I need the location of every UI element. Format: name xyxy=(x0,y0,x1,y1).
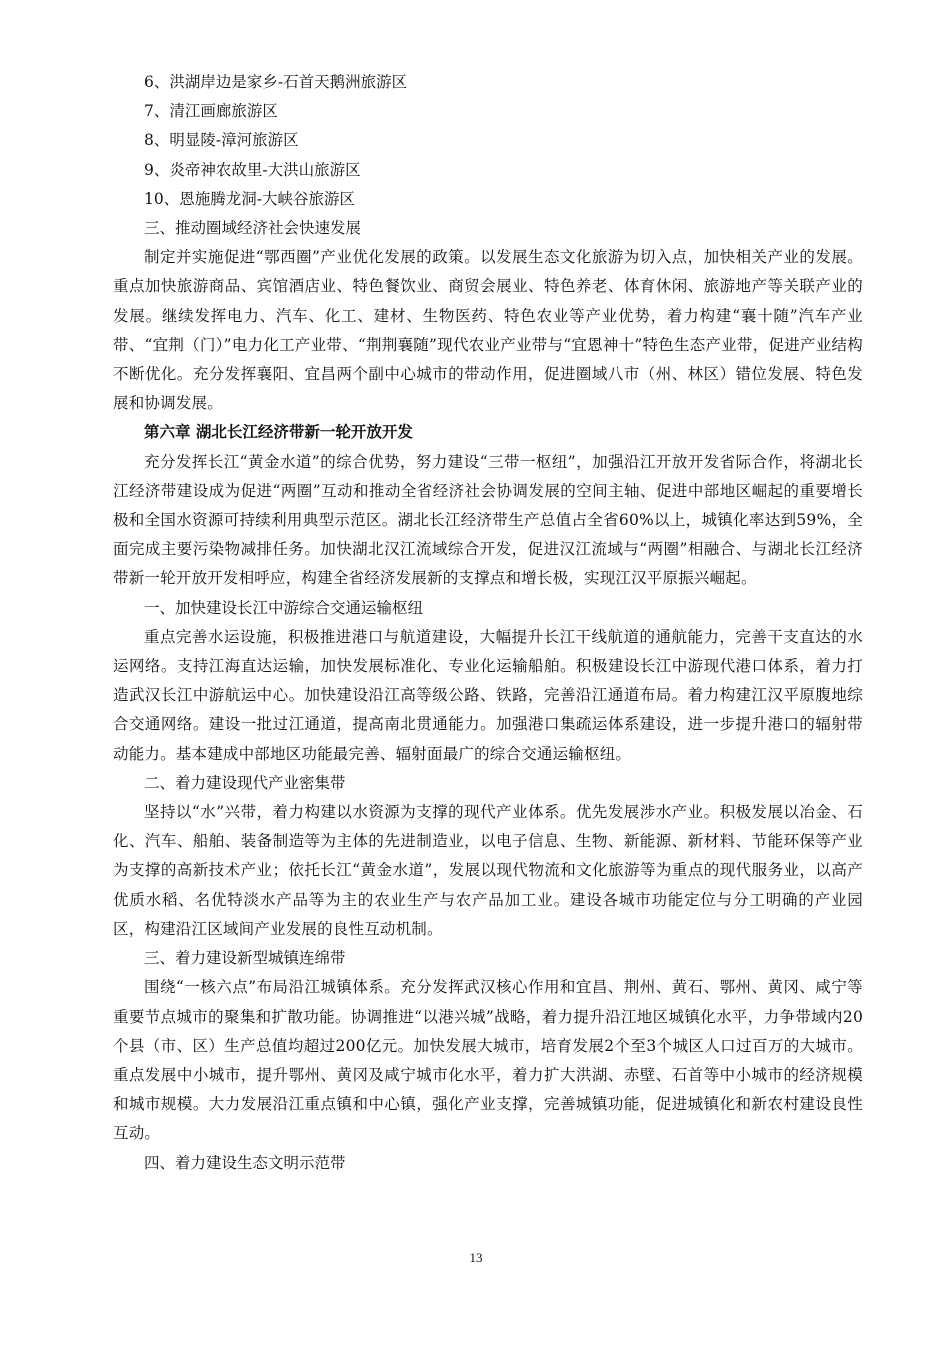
list-item: 9、炎帝神农故里-大洪山旅游区 xyxy=(144,160,361,179)
subsection-heading: 二、着力建设现代产业密集带 xyxy=(144,773,346,792)
list-item: 8、明显陵-漳河旅游区 xyxy=(144,131,299,150)
section-heading: 三、推动圈域经济社会快速发展 xyxy=(144,219,362,238)
list-item: 6、洪湖岸边是家乡-石首天鹅洲旅游区 xyxy=(144,73,408,91)
subsection-heading: 四、着力建设生态文明示范带 xyxy=(144,1153,346,1172)
subsection-paragraph: 围绕“一核六点”布局沿江城镇体系。充分发挥武汉核心作用和宜昌、荆州、黄石、鄂州、黄冈、咸宁等重要节点城市的聚集和扩散功能。协调推进“以港兴城”战略，着力提升沿江地区城镇化水平，力争带域内20个县（市、区）生产总值均超过200亿元。加快发展大城市，培育发展2个至3个城区人口过百万的大城市。重点发展中小城市，提升鄂州、黄冈及咸宁城市化水平，着力扩大洪湖、赤壁、石首等中小城市的经济规模和城市规模。大力发展沿江重点镇和中心镇，强化产业支撑，完善城镇功能，促进城镇化和新农村建设良性互动。 xyxy=(113,978,863,1143)
subsection-heading: 一、加快建设长江中游综合交通运输枢纽 xyxy=(144,598,424,617)
chapter-title: 第六章 湖北长江经济带新一轮开放开发 xyxy=(144,423,413,442)
section-paragraph: 制定并实施促进“鄂西圈”产业优化发展的政策。以发展生态文化旅游为切入点，加快相关产业的发展。重点加快旅游商品、宾馆酒店业、特色餐饮业、商贸会展业、特色养老、体育休闲、旅游地产等关联产业的发展。继续发挥电力、汽车、化工、建材、生物医药、特色农业等产业优势，着力构建“襄十随”汽车产业带、“宜荆（门）”电力化工产业带、“荆荆襄随”现代农业产业带与“宜恩神十”特色生态产业带，促进产业结构不断优化。充分发挥襄阳、宜昌两个副中心城市的带动作用，促进圈域八市（州、林区）错位发展、特色发展和协调发展。 xyxy=(113,248,863,413)
list-item: 7、清江画廊旅游区 xyxy=(144,102,278,121)
subsection-paragraph: 坚持以“水”兴带，着力构建以水资源为支撑的现代产业体系。优先发展涉水产业。积极发展以冶金、石化、汽车、船舶、装备制造等为主体的先进制造业，以电子信息、生物、新能源、新材料、节能环保等产业为支撑的高新技术产业；依托长江“黄金水道”，发展以现代物流和文化旅游等为重点的现代服务业，以高产优质水稻、名优特淡水产品等为主的农业生产与农产品加工业。建设各城市功能定位与分工明确的产业园区，构建沿江区域间产业发展的良性互动机制。 xyxy=(113,803,863,938)
chapter-paragraph: 充分发挥长江“黄金水道”的综合优势，努力建设“三带一枢纽”，加强沿江开放开发省际合作，将湖北长江经济带建设成为促进“两圈”互动和推动全省经济社会协调发展的空间主轴、促进中部地区崛起的重要增长极和全国水资源可持续利用典型示范区。湖北长江经济带生产总值占全省60%以上，城镇化率达到59%，全面完成主要污染物减排任务。加快湖北汉江流域综合开发，促进汉江流域与“两圈”相融合、与湖北长江经济带新一轮开放开发相呼应，构建全省经济发展新的支撑点和增长极，实现江汉平原振兴崛起。 xyxy=(113,452,863,588)
page-number: 13 xyxy=(469,1250,483,1265)
subsection-heading: 三、着力建设新型城镇连绵带 xyxy=(144,949,346,968)
list-item: 10、恩施腾龙洞-大峡谷旅游区 xyxy=(144,189,355,208)
subsection-paragraph: 重点完善水运设施，积极推进港口与航道建设，大幅提升长江干线航道的通航能力，完善干支直达的水运网络。支持江海直达运输，加快发展标准化、专业化运输船舶。积极建设长江中游现代港口体系，着力打造武汉长江中游航运中心。加快建设沿江高等级公路、铁路，完善沿江通道布局。着力构建江汉平原腹地综合交通网络。建设一批过江通道，提高南北贯通能力。加强港口集疏运体系建设，进一步提升港口的辐射带动能力。基本建成中部地区功能最完善、辐射面最广的综合交通运输枢纽。 xyxy=(113,627,863,763)
document-page xyxy=(113,68,863,1178)
